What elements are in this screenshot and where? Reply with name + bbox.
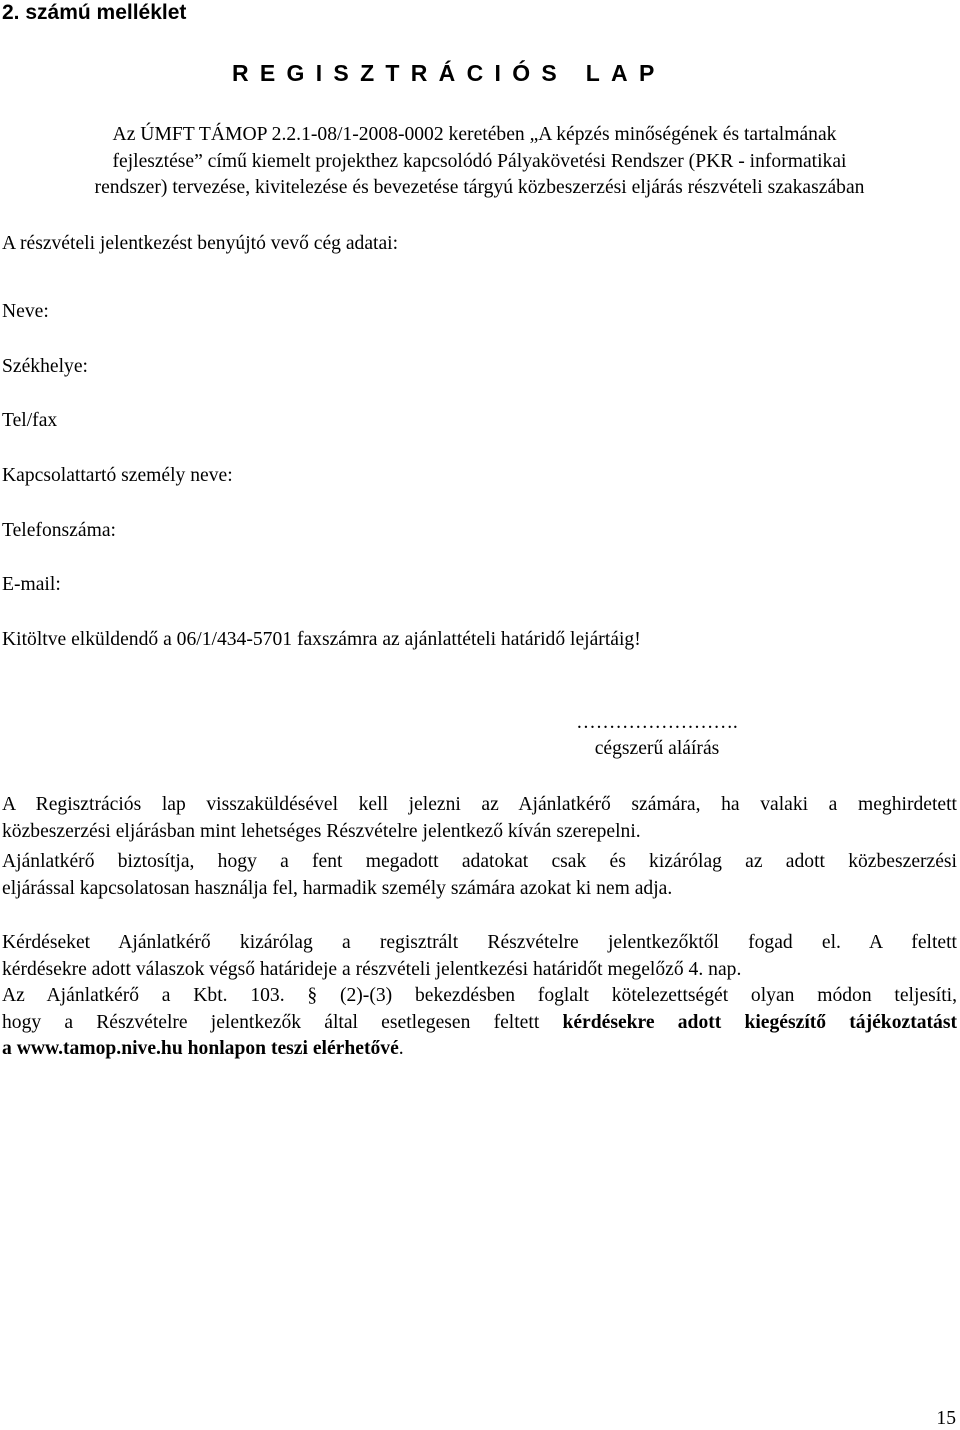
intro-line-1: Az ÚMFT TÁMOP 2.2.1-08/1-2008-0002 keretében „A képzés minőségének és tartalmának: [112, 124, 837, 145]
send-note: Kitöltve elküldendő a 06/1/434-5701 faxszámra az ajánlattételi határidő lejártáig!: [2, 629, 641, 650]
field-telfax-label: Tel/fax: [2, 410, 58, 431]
note-3-line-1: Kérdéseket Ajánlatkérő kizárólag a regisztrált Részvételre jelentkezőktől fogad el. A feltett: [2, 932, 957, 953]
intro-line-3: rendszer) tervezése, kivitelezése és bevezetése tárgyú közbeszerzési eljárás részvételi szakaszában: [94, 177, 865, 198]
note-3-line-5: [2, 1036, 957, 1063]
note-3-line-4-bold: kérdésekre adott kiegészítő tájékoztatást: [562, 1011, 957, 1033]
annex-label: 2. számú melléklet: [2, 1, 187, 24]
note-1-line-1: A Regisztrációs lap visszaküldésével kell jelezni az Ajánlatkérő számára, ha valaki a meghirdetett: [2, 794, 957, 815]
intro-paragraph: [2, 122, 957, 202]
field-name-label: Neve:: [2, 301, 49, 322]
note-paragraph-1: [2, 792, 957, 845]
signature-dots: …………………….: [576, 712, 738, 733]
note-3-line-4-text: hogy a Részvételre jelentkezők által esetlegesen feltett: [2, 1011, 563, 1033]
signature-block: [573, 710, 741, 762]
document-title: REGISZTRÁCIÓS LAP: [232, 60, 666, 86]
signature-label: cégszerű aláírás: [594, 738, 720, 759]
field-phone-label: Telefonszáma:: [2, 520, 116, 541]
field-seat-label: Székhelye:: [2, 356, 88, 377]
company-heading: A részvételi jelentkezést benyújtó vevő cég adatai:: [2, 233, 399, 254]
note-3-line-2: kérdésekre adott válaszok végső határideje a részvételi jelentkezési határidőt megelőző 4. nap.: [2, 958, 742, 980]
note-paragraph-2: [2, 849, 957, 902]
note-3-line-4: [2, 1010, 957, 1037]
field-contact-label: Kapcsolattartó személy neve:: [2, 465, 233, 486]
website-link-text: a www.tamop.nive.hu honlapon teszi elérhetővé: [2, 1038, 399, 1059]
note-3-line-3: Az Ajánlatkérő a Kbt. 103. § (2)-(3) bekezdésben foglalt kötelezettségét olyan módon teljesíti,: [2, 985, 957, 1006]
note-2-line-1: Ajánlatkérő biztosítja, hogy a fent megadott adatokat csak és kizárólag az adott közbeszerzési: [2, 851, 957, 872]
note-paragraph-3: [2, 930, 957, 1063]
note-2-line-2: eljárással kapcsolatosan használja fel, harmadik személy számára azokat ki nem adja.: [2, 877, 673, 899]
page-number: 15: [936, 1408, 956, 1429]
note-1-line-2: közbeszerzési eljárásban mint lehetséges Részvételre jelentkező kíván szerepelni.: [2, 820, 641, 842]
intro-line-2: fejlesztése” című kiemelt projekthez kapcsolódó Pályakövetési Rendszer (PKR - informatikai: [112, 150, 847, 172]
note-3-line-5-end: .: [398, 1038, 404, 1059]
field-email-label: E-mail:: [2, 574, 61, 595]
